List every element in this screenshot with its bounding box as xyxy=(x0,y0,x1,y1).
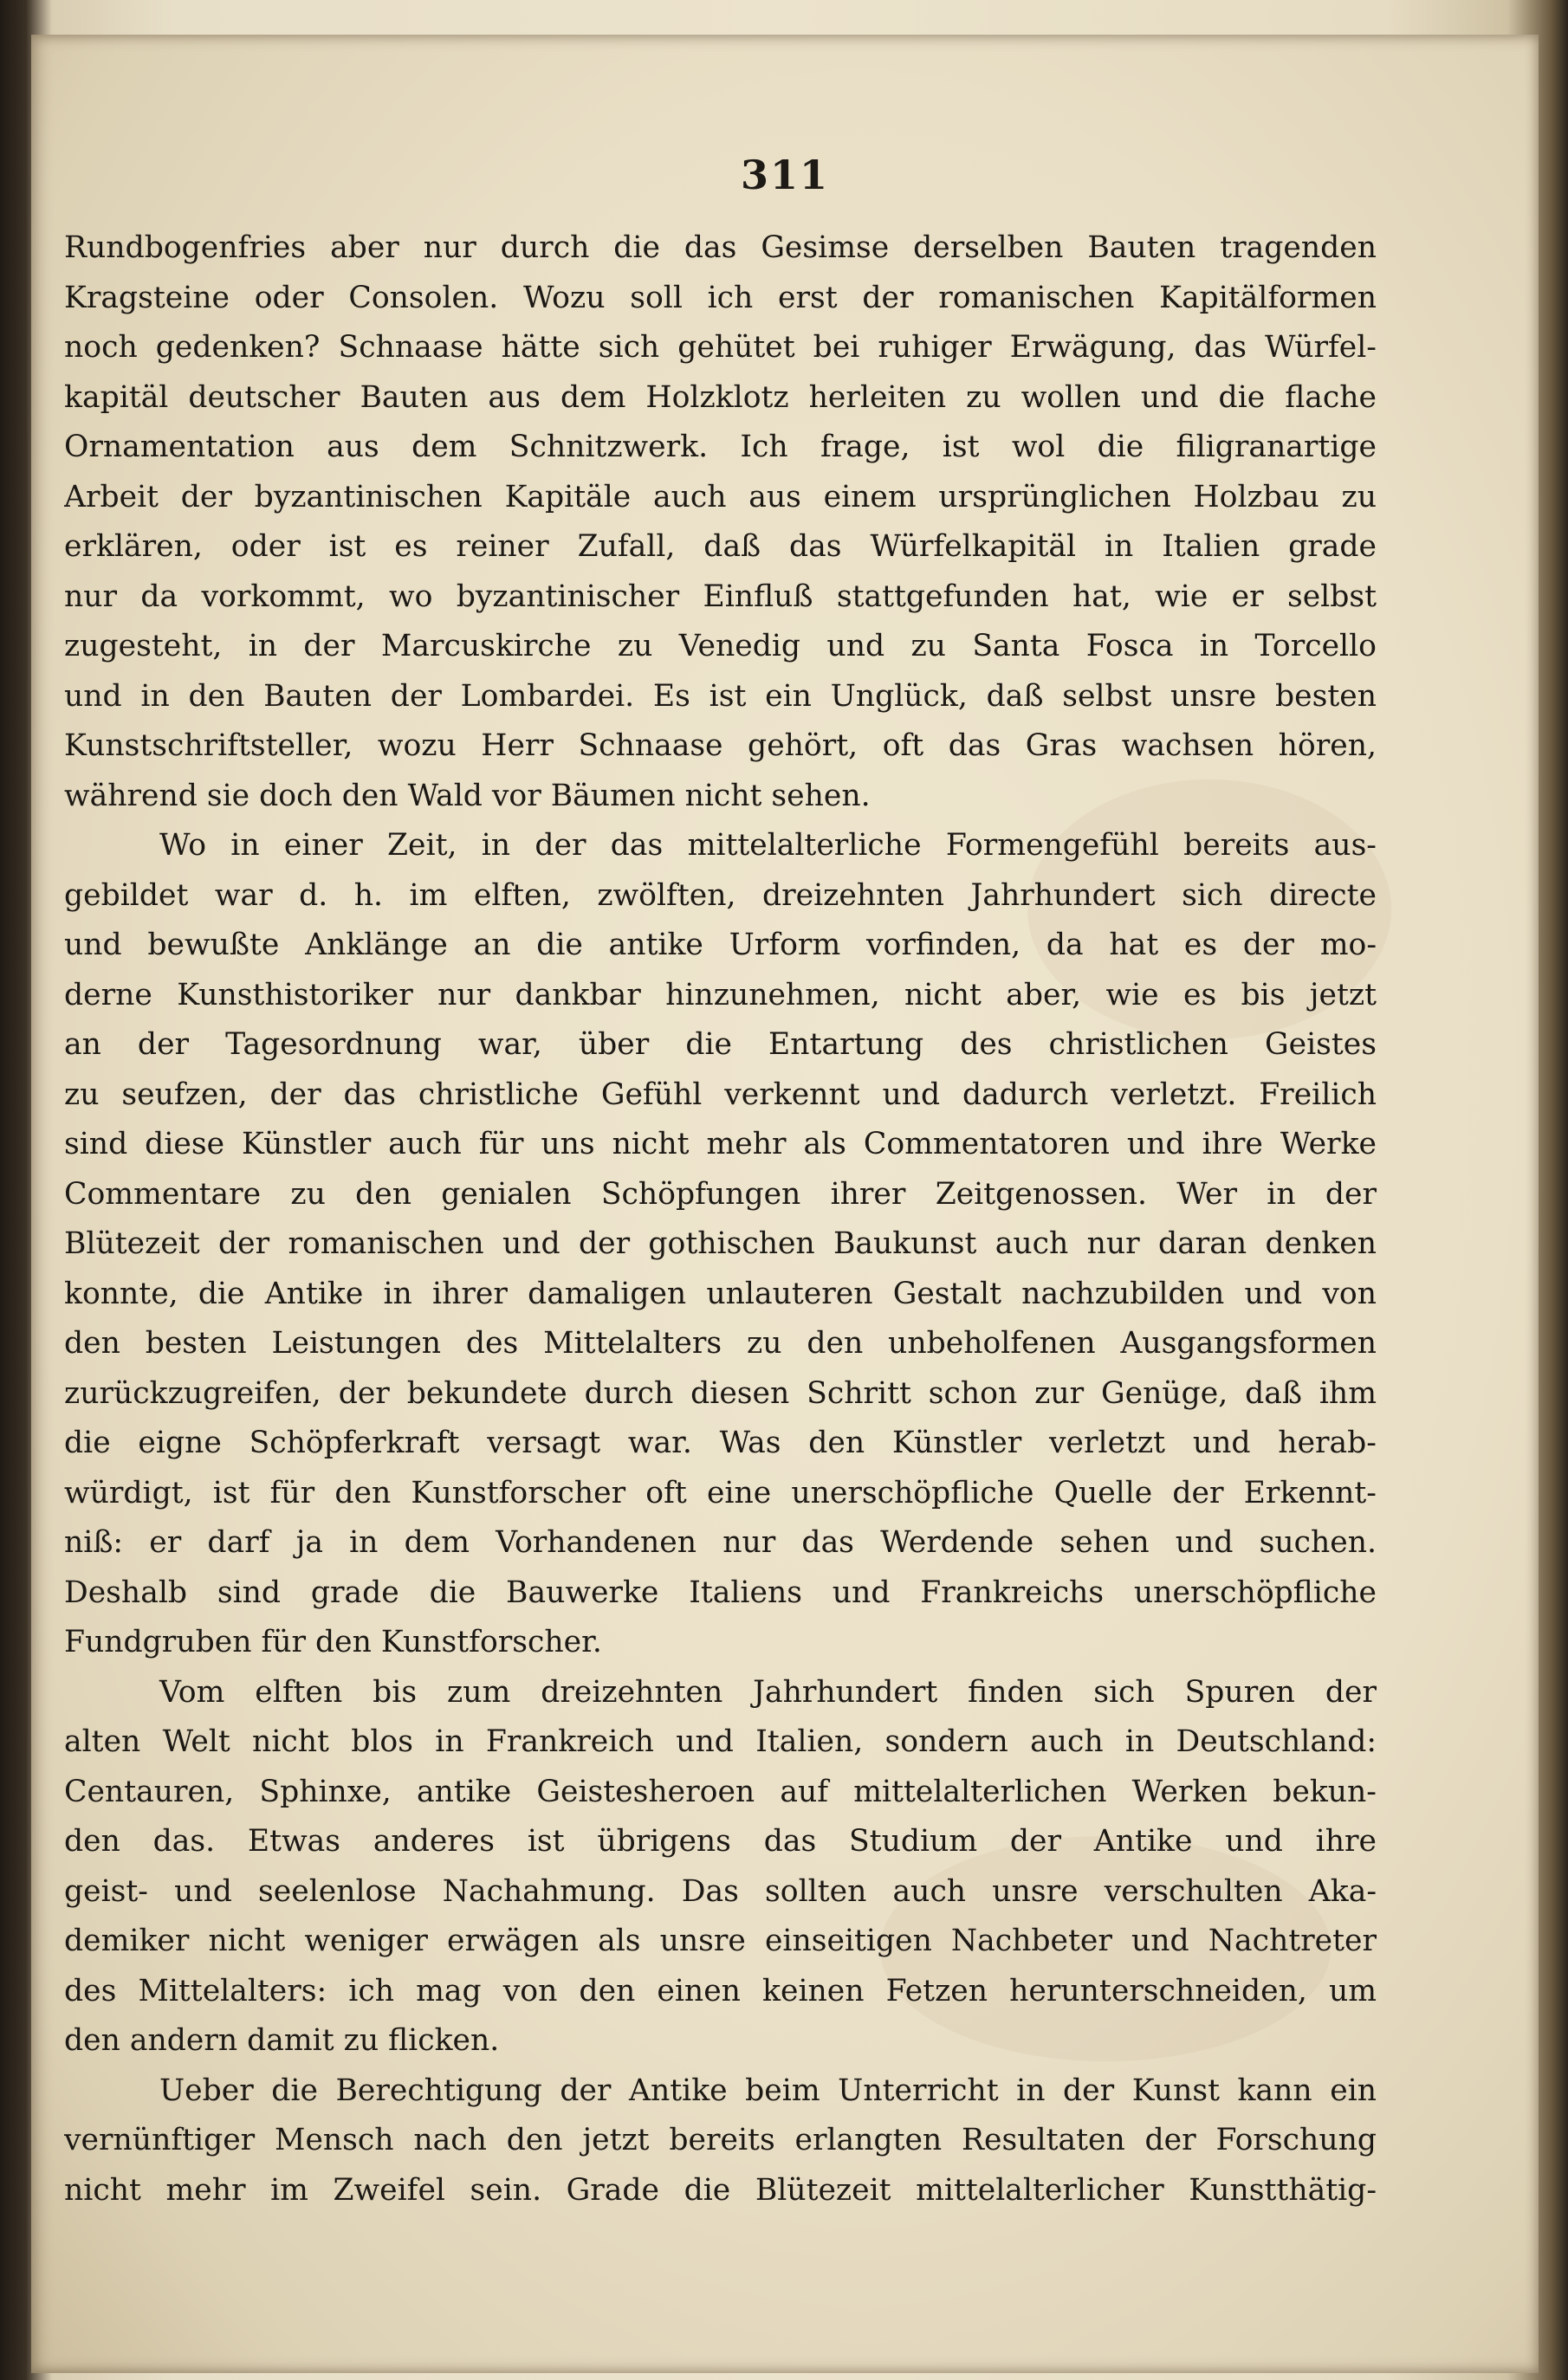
text-line: demiker nicht weniger erwägen als unsre einseitigen Nachbeter und Nachtreter xyxy=(64,1924,1377,1958)
text-line: noch gedenken? Schnaase hätte sich gehütet bei ruhiger Erwägung, das Würfel- xyxy=(64,330,1377,365)
text-line: alten Welt nicht blos in Frankreich und Italien, sondern auch in Deutschland: xyxy=(64,1724,1377,1759)
text-line: nicht mehr im Zweifel sein. Grade die Blütezeit mittelalterlicher Kunstthätig- xyxy=(64,2172,1377,2208)
text-line: Centauren, Sphinxe, antike Geistesheroen auf mittelalterlichen Werken bekun- xyxy=(64,1774,1377,1809)
text-line: geist- und seelenlose Nachahmung. Das sollten auch unsre verschulten Aka- xyxy=(64,1873,1377,1909)
text-line: Kunstschriftsteller, wozu Herr Schnaase gehört, oft das Gras wachsen hören, xyxy=(64,728,1377,763)
text-line: den das. Etwas anderes ist übrigens das Studium der Antike und ihre xyxy=(64,1824,1377,1859)
text-line: sind diese Künstler auch für uns nicht mehr als Commentatoren und ihre Werke xyxy=(64,1127,1377,1161)
text-line: derne Kunsthistoriker nur dankbar hinzunehmen, nicht aber, wie es bis jetzt xyxy=(64,977,1377,1012)
book-page xyxy=(31,35,1539,2373)
text-line: während sie doch den Wald vor Bäumen nicht sehen. xyxy=(64,778,871,813)
text-line: Commentare zu den genialen Schöpfungen ihrer Zeitgenossen. Wer in der xyxy=(64,1176,1377,1212)
page-number: 311 xyxy=(740,152,830,198)
text-line: niß: er darf ja in dem Vorhandenen nur das Werdende sehen und suchen. xyxy=(64,1525,1377,1560)
text-line: Kragsteine oder Consolen. Wozu soll ich erst der romanischen Kapitälformen xyxy=(64,280,1377,315)
text-line: Ueber die Berechtigung der Antike beim Unterricht in der Kunst kann ein xyxy=(159,2073,1377,2108)
text-line: Fundgruben für den Kunstforscher. xyxy=(64,1625,602,1659)
text-line: zu seufzen, der das christliche Gefühl verkennt und dadurch verletzt. Freilich xyxy=(64,1077,1377,1112)
text-line: Arbeit der byzantinischen Kapitäle auch aus einem ursprünglichen Holzbau zu xyxy=(64,479,1377,514)
text-line: würdigt, ist für den Kunstforscher oft eine unerschöpfliche Quelle der Erkennt- xyxy=(64,1475,1377,1510)
text-line: Rundbogenfries aber nur durch die das Gesimse derselben Bauten tragenden xyxy=(64,230,1377,265)
text-line: die eigne Schöpferkraft versagt war. Was den Künstler verletzt und herab- xyxy=(64,1426,1377,1460)
text-line: erklären, oder ist es reiner Zufall, daß das Würfelkapitäl in Italien grade xyxy=(64,529,1377,564)
text-line: und in den Bauten der Lombardei. Es ist ein Unglück, daß selbst unsre besten xyxy=(64,678,1377,714)
text-line: vernünftiger Mensch nach den jetzt bereits erlangten Resultaten der Forschung xyxy=(64,2123,1377,2157)
text-line: an der Tagesordnung war, über die Entartung des christlichen Geistes xyxy=(64,1027,1377,1062)
text-line: Blütezeit der romanischen und der gothischen Baukunst auch nur daran denken xyxy=(64,1226,1377,1261)
text-line: Vom elften bis zum dreizehnten Jahrhundert finden sich Spuren der xyxy=(159,1674,1377,1710)
text-line: kapitäl deutscher Bauten aus dem Holzklotz herleiten zu wollen und die flache xyxy=(64,379,1377,415)
text-line: nur da vorkommt, wo byzantinischer Einfluß stattgefunden hat, wie er selbst xyxy=(64,579,1377,614)
text-line: zurückzugreifen, der bekundete durch diesen Schritt schon zur Genüge, daß ihm xyxy=(64,1375,1377,1411)
text-line: konnte, die Antike in ihrer damaligen unlauteren Gestalt nachzubilden und von xyxy=(64,1276,1377,1311)
text-line: des Mittelalters: ich mag von den einen keinen Fetzen herunterschneiden, um xyxy=(64,1973,1377,2008)
text-line: Wo in einer Zeit, in der das mittelalterliche Formengefühl bereits aus- xyxy=(159,828,1377,863)
text-line: Deshalb sind grade die Bauwerke Italiens und Frankreichs unerschöpfliche xyxy=(64,1575,1377,1610)
text-line: den andern damit zu flicken. xyxy=(64,2023,500,2058)
text-line: den besten Leistungen des Mittelalters zu den unbeholfenen Ausgangsformen xyxy=(64,1326,1377,1361)
text-line: und bewußte Anklänge an die antike Urform vorfinden, da hat es der mo- xyxy=(64,928,1377,962)
text-line: gebildet war d. h. im elften, zwölften, dreizehnten Jahrhundert sich directe xyxy=(64,877,1377,913)
text-line: zugesteht, in der Marcuskirche zu Venedig und zu Santa Fosca in Torcello xyxy=(64,629,1377,663)
text-line: Ornamentation aus dem Schnitzwerk. Ich frage, ist wol die filigranartige xyxy=(64,430,1377,464)
body-text xyxy=(64,223,1377,2215)
